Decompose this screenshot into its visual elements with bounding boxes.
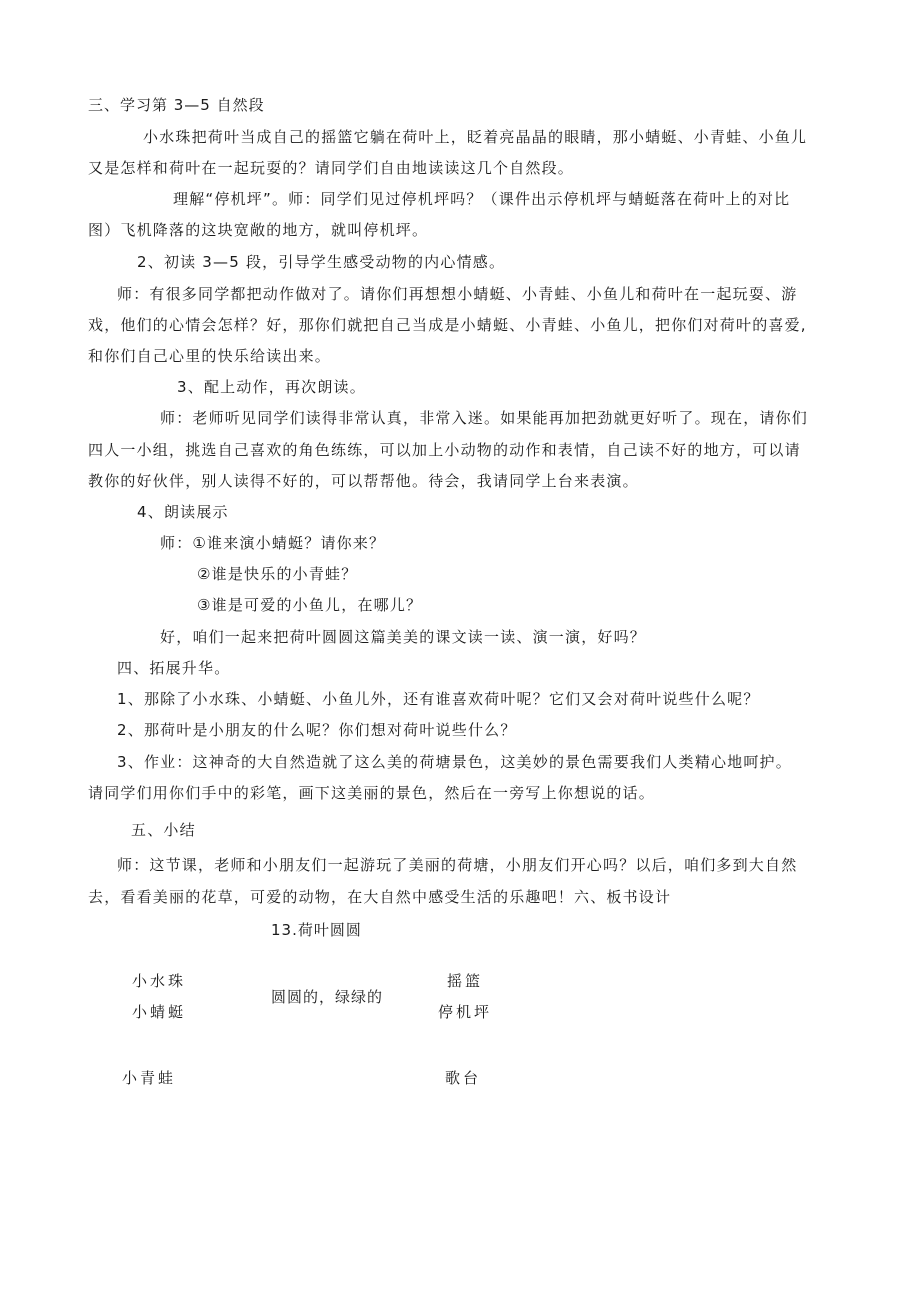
section3-step2-teacher-line3: 和你们自己心里的快乐给读出来。: [88, 347, 332, 365]
section5-teacher-line2: 去，看看美丽的花草，可爱的动物，在大自然中感受生活的乐趣吧！六、板书设计: [88, 888, 672, 906]
section3-step2-teacher-line1: 师：有很多同学都把动作做对了。请你们再想想小蜻蜓、小青蛙、小鱼儿和荷叶在一起玩耍、游: [117, 285, 798, 303]
section3-step4-close: 好，咱们一起来把荷叶圆圆这篇美美的课文读一读、演一演，好吗？: [160, 628, 647, 646]
section3-intro-line1: 小水珠把荷叶当成自己的摇篮它躺在荷叶上，眨着亮晶晶的眼睛，那小蜻蜓、小青蛙、小鱼儿: [143, 128, 808, 146]
section3-understand-line2: 图）飞机降落的这块宽敞的地方，就叫停机坪。: [88, 221, 429, 239]
board-title: 13.荷叶圆圆: [271, 921, 362, 939]
section3-step3-teacher-line3: 教你的好伙伴，别人读得不好的，可以帮帮他。待会，我请同学上台来表演。: [88, 472, 639, 490]
section3-step4-question2: ②谁是快乐的小青蛙？: [197, 565, 358, 583]
section4-heading: 四、拓展升华。: [117, 659, 231, 677]
section3-heading: 三、学习第 3—5 自然段: [88, 96, 265, 114]
section3-step2-teacher-line2: 戏，他们的心情会怎样？好，那你们就把自己当成是小蜻蜓、小青蛙、小鱼儿，把你们对荷叶的喜爱,: [88, 316, 807, 334]
section3-understand-line1: 理解“停机坪”。师：同学们见过停机坪吗？（课件出示停机坪与蜻蜓落在荷叶上的对比: [173, 190, 791, 208]
section4-item3-line1: 3、作业：这神奇的大自然造就了这么美的荷塘景色，这美妙的景色需要我们人类精心地呵护。: [117, 753, 792, 771]
section4-item2: 2、那荷叶是小朋友的什么呢？你们想对荷叶说些什么？: [117, 721, 517, 739]
section3-step4-question1: 师：①谁来演小蜻蜓？请你来？: [160, 534, 386, 552]
board-middle: 圆圆的，绿绿的: [271, 988, 384, 1006]
section3-step3-teacher-line1: 师：老师听见同学们读得非常认真，非常入迷。如果能再加把劲就更好听了。现在，请你们: [160, 409, 809, 427]
section5-teacher-line1: 师：这节课，老师和小朋友们一起游玩了美丽的荷塘，小朋友们开心吗？以后，咱们多到大自然: [117, 856, 798, 874]
board-left-3: 小青蛙: [122, 1069, 177, 1087]
section3-step3: 3、配上动作，再次朗读。: [177, 378, 366, 396]
board-left-1: 小水珠: [132, 972, 187, 990]
section3-step2: 2、初读 3—5 段，引导学生感受动物的内心情感。: [137, 253, 506, 271]
section4-item3-line2: 请同学们用你们手中的彩笔，画下这美丽的景色，然后在一旁写上你想说的话。: [88, 784, 656, 802]
board-right-1: 摇篮: [447, 972, 484, 990]
section3-step3-teacher-line2: 四人一小组，挑选自己喜欢的角色练练，可以加上小动物的动作和表情，自己读不好的地方，可以请: [88, 441, 801, 459]
section3-step4: 4、朗读展示: [137, 503, 229, 521]
section3-intro-line2: 又是怎样和荷叶在一起玩耍的？请同学们自由地读读这几个自然段。: [88, 159, 575, 177]
board-right-2: 停机坪: [438, 1003, 493, 1021]
board-right-3: 歌台: [445, 1069, 482, 1087]
section3-step4-question3: ③谁是可爱的小鱼儿，在哪儿？: [197, 596, 423, 614]
section5-heading: 五、小结: [131, 821, 196, 839]
board-left-2: 小蜻蜓: [132, 1003, 187, 1021]
section4-item1: 1、那除了小水珠、小蜻蜓、小鱼儿外，还有谁喜欢荷叶呢？它们又会对荷叶说些什么呢？: [117, 690, 760, 708]
